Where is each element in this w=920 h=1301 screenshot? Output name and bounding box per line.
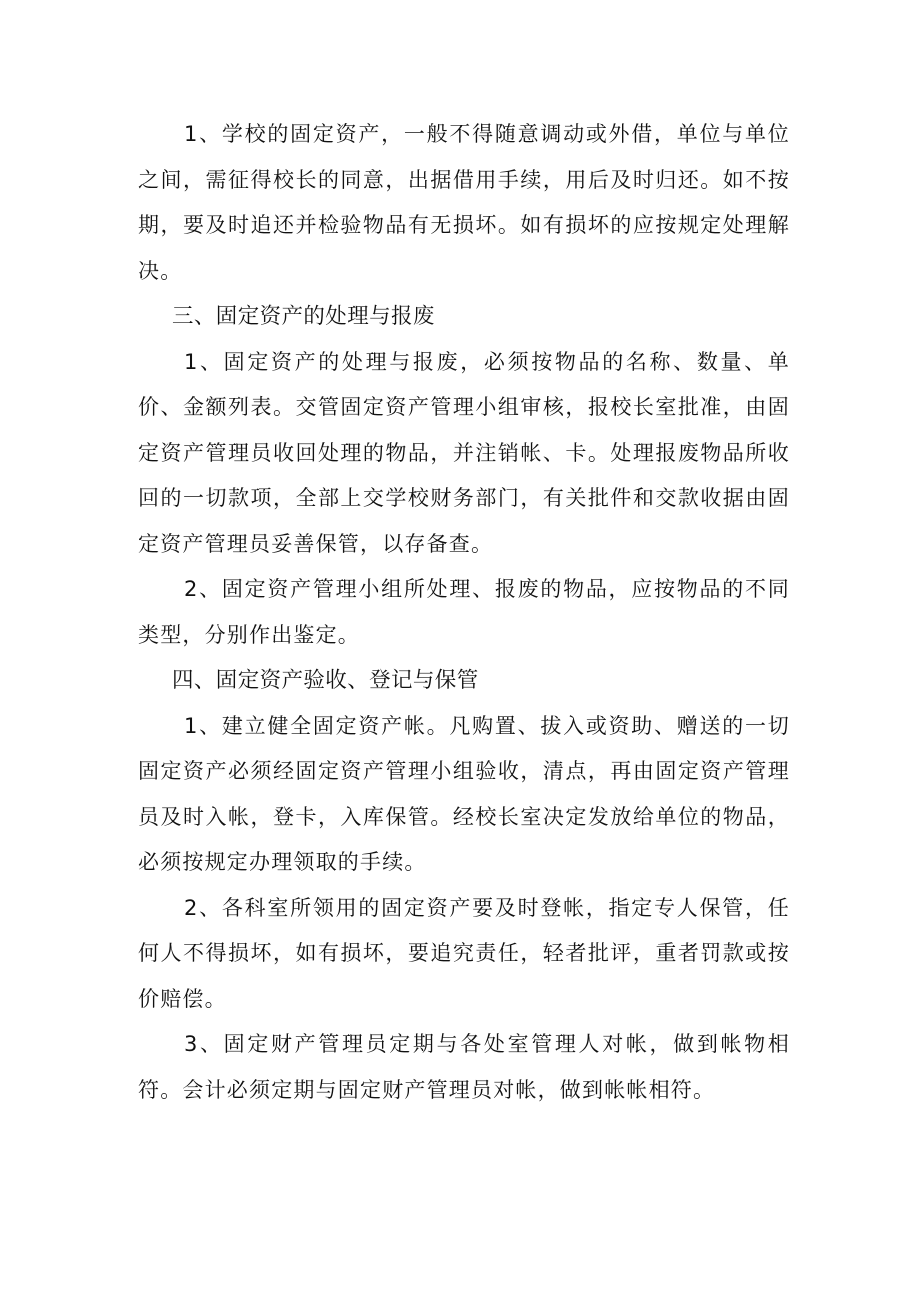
paragraph-disposal-procedure: 1、固定资产的处理与报废，必须按物品的名称、数量、单价、金额列表。交管固定资产管理小组审核，报校长室批准，由固定资产管理员收回处理的物品，并注销帐、卡。处理报废物品所收回的一切款项，全部上交学校财务部门，有关批件和交款收据由固定资产管理员妥善保管，以存备查。 xyxy=(138,349,790,556)
paragraph-account-reconciliation: 3、固定财产管理员定期与各处室管理人对帐，做到帐物相符。会计必须定期与固定财产管理员对帐，做到帐帐相符。 xyxy=(138,1032,790,1102)
paragraph-ledger-setup: 1、建立健全固定资产帐。凡购置、拔入或资助、赠送的一切固定资产必须经固定资产管理小组验收，清点，再由固定资产管理员及时入帐，登卡，入库保管。经校长室决定发放给单位的物品，必须按规定办理领取的手续。 xyxy=(138,713,790,874)
document-body xyxy=(138,112,790,1113)
section-heading-disposal: 三、固定资产的处理与报废 xyxy=(172,304,435,329)
paragraph-loan-rules: 1、学校的固定资产，一般不得随意调动或外借，单位与单位之间，需征得校长的同意，出据借用手续，用后及时归还。如不按期，要及时追还并检验物品有无损坏。如有损坏的应按规定处理解决。 xyxy=(138,122,790,283)
section-heading-acceptance: 四、固定资产验收、登记与保管 xyxy=(172,668,479,693)
paragraph-disposal-appraisal: 2、固定资产管理小组所处理、报废的物品，应按物品的不同类型，分别作出鉴定。 xyxy=(138,577,790,647)
paragraph-department-custody: 2、各科室所领用的固定资产要及时登帐，指定专人保管，任何人不得损坏，如有损坏，要追究责任，轻者批评，重者罚款或按价赔偿。 xyxy=(138,895,790,1011)
